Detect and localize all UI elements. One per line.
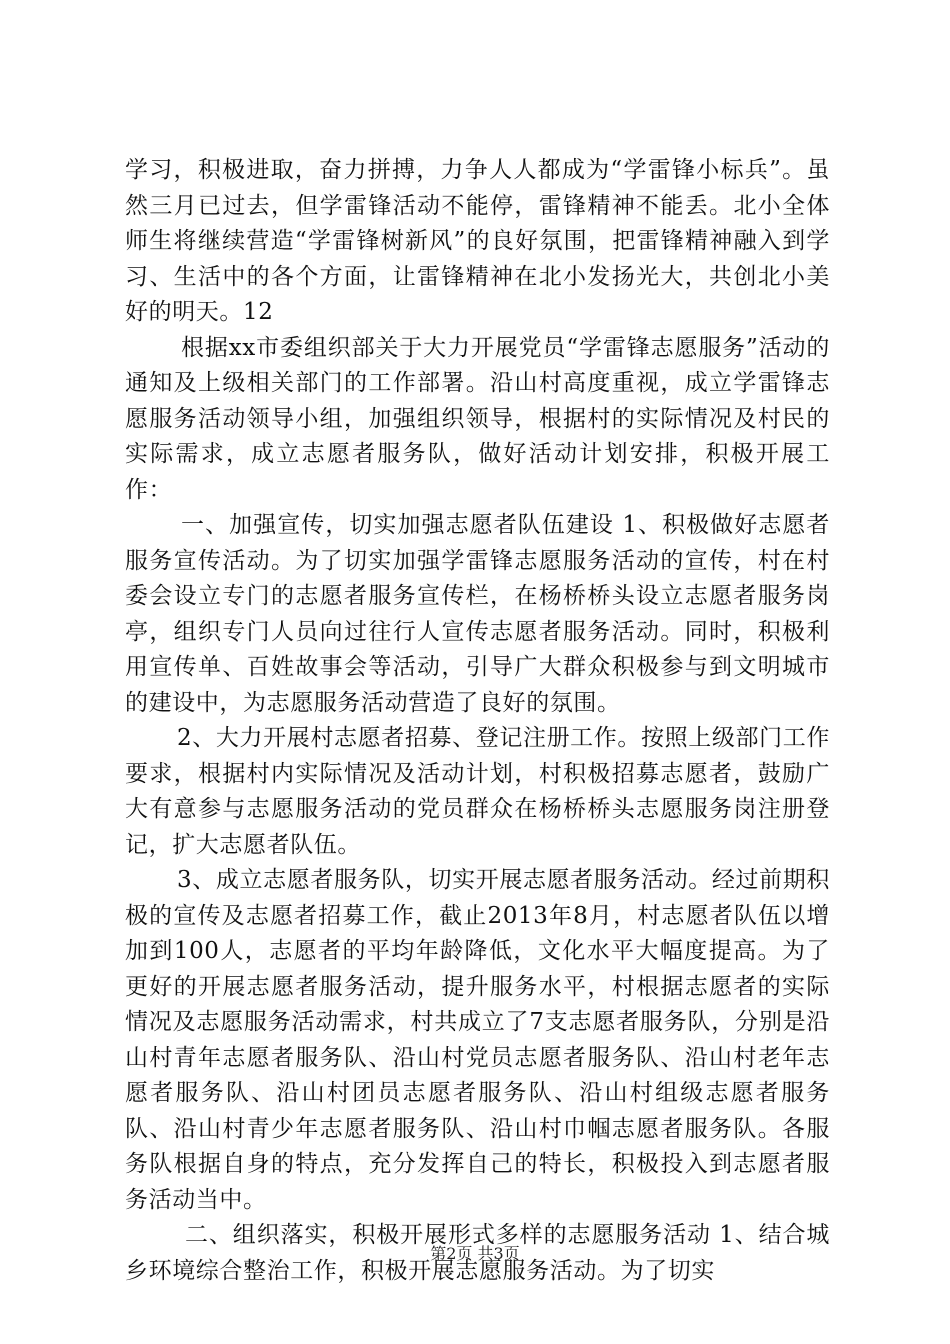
paragraph-section-one: 一、加强宣传，切实加强志愿者队伍建设 1、积极做好志愿者服务宣传活动。为了切实加强学雷锋志愿服务活动的宣传，村在村委会设立专门的志愿者服务宣传栏，在杨桥桥头设立志愿者服务岗亭，组织专门人员向过往行人宣传志愿者服务活动。同时，积极利用宣传单、百姓故事会等活动，引导广大群众积极参与到文明城市的建设中，为志愿服务活动营造了良好的氛围。 bbox=[125, 512, 830, 716]
paragraph-item-two: 2、大力开展村志愿者招募、登记注册工作。按照上级部门工作要求，根据村内实际情况及活动计划，村积极招募志愿者，鼓励广大有意参与志愿服务活动的党员群众在杨桥桥头志愿服务岗注册登记，扩大志愿者队伍。 bbox=[125, 725, 830, 858]
document-body bbox=[125, 153, 830, 1289]
paragraph-item-three: 3、成立志愿者服务队，切实开展志愿者服务活动。经过前期积极的宣传及志愿者招募工作，截止2013年8月，村志愿者队伍以增加到100人，志愿者的平均年龄降低，文化水平大幅度提高。为了更好的开展志愿者服务活动，提升服务水平，村根据志愿者的实际情况及志愿服务活动需求，村共成立了7支志愿者服务队，分别是沿山村青年志愿者服务队、沿山村党员志愿者服务队、沿山村老年志愿者服务队、沿山村团员志愿者服务队、沿山村组级志愿者服务队、沿山村青少年志愿者服务队、沿山村巾帼志愿者服务队。各服务队根据自身的特点，充分发挥自己的特长，积极投入到志愿者服务活动当中。 bbox=[125, 867, 830, 1213]
paragraph-intro: 根据xx市委组织部关于大力开展党员“学雷锋志愿服务”活动的通知及上级相关部门的工作部署。沿山村高度重视，成立学雷锋志愿服务活动领导小组，加强组织领导，根据村的实际情况及村民的实际需求，成立志愿者服务队，做好活动计划安排，积极开展工作： bbox=[125, 334, 830, 503]
paragraph-section-two: 二、组织落实，积极开展形式多样的志愿服务活动 1、结合城乡环境综合整治工作，积极开展志愿服务活动。为了切实 bbox=[125, 1222, 830, 1284]
page-number-footer: 第2页 共3页 bbox=[430, 1244, 520, 1263]
paragraph-continuation: 学习，积极进取，奋力拼搏，力争人人都成为“学雷锋小标兵”。虽然三月已过去，但学雷锋活动不能停，雷锋精神不能丢。北小全体师生将继续营造“学雷锋树新风”的良好氛围，把雷锋精神融入到学习、生活中的各个方面，让雷锋精神在北小发扬光大，共创北小美好的明天。12 bbox=[125, 157, 830, 325]
